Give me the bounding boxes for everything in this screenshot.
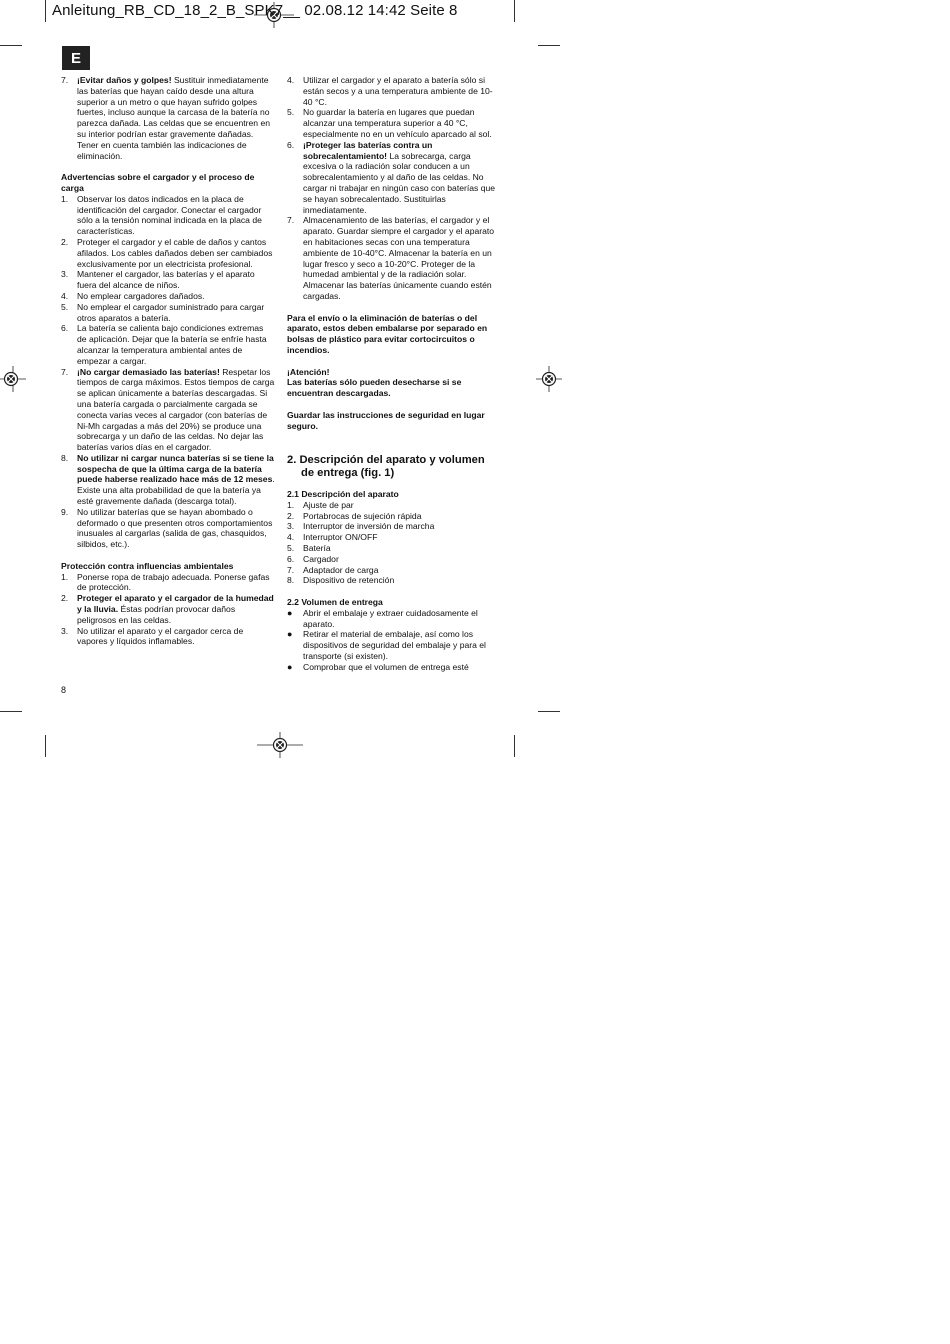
item-text: Ponerse ropa de trabajo adecuada. Ponerse gafas de protección. [77, 571, 270, 593]
item-number: 4. [61, 290, 69, 301]
item-text: Almacenamiento de las baterías, el cargador y el aparato. Guardar siempre el cargador y el aparato en habitaciones secas con una temperatura ambiente de 10-40°C. Almacenar la batería en un lugar fresco y seco a 10-20°C. Proteger de la humedad ambiental y de la radiación solar. Almacenar las baterías únicamente cuando estén cargadas. [303, 215, 495, 301]
item-number: 7. [287, 215, 295, 226]
item-text: Adaptador de carga [303, 564, 379, 575]
list-item [287, 565, 501, 576]
language-badge: E [62, 46, 90, 70]
crop-mark [0, 711, 22, 712]
list-item [287, 662, 501, 673]
item-text: Abrir el embalaje y extraer cuidadosamente el aparato. [303, 607, 478, 629]
list-item [61, 269, 275, 291]
item-text: Batería [303, 543, 331, 554]
item-bold-text: No utilizar ni cargar nunca baterías si se tiene la sospecha de que la última carga de la batería puede haberse realizado hace más de 12 meses [77, 452, 274, 485]
list-item [61, 507, 275, 550]
item-text: Cargador [303, 553, 339, 564]
shipping-note: Para el envío o la eliminación de baterías o del aparato, estos deben embalarse por separado en bolsas de plástico para evitar cortocircuitos o incendios. [287, 312, 488, 355]
item-text: Ajuste de par [303, 499, 354, 510]
item-text: La sobrecarga, carga excesiva o la radiación solar conducen a un sobrecalentamiento y al daño de las celdas. No cargar ni trabajar en ningún caso con baterías que se hayan sobrecalentado. Sustituirlas inmediatamente. [303, 150, 496, 215]
item-text: Comprobar que el volumen de entrega esté [303, 661, 469, 672]
item-number: 7. [287, 564, 295, 575]
item-text: Proteger el cargador y el cable de daños y cantos afilados. Los cables dañados deben ser cambiados exclusivamente por un electricista profesional. [77, 236, 273, 269]
bullet-icon: ● [287, 661, 293, 672]
attention-text: Las baterías sólo pueden desecharse si se encuentran descargadas. [287, 377, 462, 399]
crop-mark [0, 45, 22, 46]
item-number: 1. [61, 193, 69, 204]
section-2-title [287, 454, 501, 480]
list-item [61, 453, 275, 507]
item-text: Interruptor ON/OFF [303, 532, 378, 543]
list-item [61, 593, 275, 625]
bullet-icon: ● [287, 607, 293, 618]
item-bold-text: ¡Proteger las baterías contra un sobrecalentamiento! [303, 139, 433, 161]
item-number: 8. [287, 575, 295, 586]
list-item [287, 608, 501, 630]
list-item [287, 500, 501, 511]
list-item [287, 215, 501, 301]
list-item [61, 367, 275, 453]
environment-list [61, 572, 275, 648]
item-text: No guardar la batería en lugares que puedan alcanzar una temperatura superior a 40 °C, especialmente no en un vehículo aparcado al sol. [303, 107, 492, 139]
item-bold-text: ¡No cargar demasiado las baterías! [77, 366, 220, 377]
crop-mark [538, 45, 560, 46]
item-number: 2. [287, 510, 295, 521]
item-number: 6. [287, 553, 295, 564]
item-text: Portabrocas de sujeción rápida [303, 510, 422, 521]
delivery-list [287, 608, 501, 673]
registration-mark-icon [0, 366, 26, 392]
item-text: Éstas podrían provocar daños peligrosos en las celdas. [77, 604, 236, 625]
list-item [287, 629, 501, 661]
item-text: Mantener el cargador, las baterías y el aparato fuera del alcance de niños. [77, 269, 255, 291]
list-item [61, 323, 275, 366]
page-number: 8 [61, 685, 67, 695]
attention-title: ¡Atención! [287, 366, 330, 377]
item-number: 6. [287, 139, 295, 150]
item-number: 6. [61, 323, 69, 334]
item-number: 3. [287, 521, 295, 532]
item-number: 5. [61, 301, 69, 312]
item-text: No emplear cargadores dañados. [77, 290, 205, 301]
charger-warnings-list [61, 194, 275, 550]
item-text: No utilizar baterías que se hayan abombado o deformado o que presenten otros comportamientos inusuales al cargarlas (salida de gas, chasquidos, silbidos, etc.). [77, 506, 273, 550]
item-number: 3. [61, 625, 69, 636]
bullet-icon: ● [287, 629, 293, 640]
item-number: 4. [287, 75, 295, 85]
item-text: Sustituir inmediatamente las baterías que hayan caído desde una altura superior a un metro o que hayan sufrido golpes fuertes, incluso aunque la carcasa de la batería no parezca dañada. Las celdas que se encuentren en su interior podrían estar gravemente dañadas. Tener en cuenta también las indicaciones de eliminación. [77, 75, 271, 161]
list-item [61, 302, 275, 324]
list-item [61, 572, 275, 594]
item-text: . Existe una alta probabilidad de que la batería ya esté gravemente dañada (descarga total). [77, 474, 275, 507]
list-item [287, 75, 501, 107]
list-item [61, 291, 275, 302]
list-item [287, 532, 501, 543]
item-number: 1. [61, 571, 69, 582]
keep-instructions-note: Guardar las instrucciones de seguridad en lugar seguro. [287, 409, 485, 431]
item-number: 7. [61, 75, 69, 85]
list-item [61, 75, 275, 161]
item-number: 2. [61, 593, 69, 604]
item-number: 3. [61, 269, 69, 280]
list-item [287, 521, 501, 532]
section-heading: Protección contra influencias ambientales [61, 560, 234, 571]
item-text: No emplear el cargador suministrado para cargar otros aparatos a batería. [77, 301, 265, 323]
item-text: Retirar el material de embalaje, así como los dispositivos de seguridad del embalaje y para el transporte (si existen). [303, 629, 486, 662]
crop-mark [45, 735, 46, 757]
list-item [61, 626, 275, 648]
item-text: La batería se calienta bajo condiciones extremas de aplicación. Dejar que la batería se enfríe hasta alcanzar la temperatura ambiental antes de empezar a cargar. [77, 323, 267, 366]
list-item [61, 194, 275, 237]
section-heading: Advertencias sobre el cargador y el proceso de carga [61, 172, 255, 193]
item-number: 8. [61, 452, 69, 463]
item-text: No utilizar el aparato y el cargador cerca de vapores y líquidos inflamables. [77, 625, 244, 647]
item-text: Observar los datos indicados en la placa de identificación del cargador. Conectar el cargador sólo a la tensión nominal indicada en la placa de características. [77, 193, 262, 237]
item-bold-text: ¡Evitar daños y golpes! [77, 75, 172, 85]
list-item [287, 140, 501, 216]
item-text: Utilizar el cargador y el aparato a batería sólo si están secos y a una temperatura ambiente de 10-40 °C. [303, 75, 493, 107]
registration-mark-icon [257, 732, 303, 758]
crop-mark [538, 711, 560, 712]
crop-mark [514, 735, 515, 757]
item-number: 2. [61, 236, 69, 247]
item-number: 5. [287, 543, 295, 554]
list-item [287, 107, 501, 139]
list-item [287, 554, 501, 565]
subsection-heading: 2.1 Descripción del aparato [287, 489, 399, 500]
list-item [287, 543, 501, 554]
item-text: Respetar los tiempos de carga máximos. Estos tiempos de carga se aplican únicamente a baterías descargadas. Si una batería cargada o parcialmente cargada se conecta varias veces al cargador (con baterías de Ni-Mh cargadas a más del 20%) se produce una sobrecarga y un daño de las celdas. No dejar las baterías varios días en el cargador. [77, 366, 275, 453]
registration-mark-icon [536, 366, 562, 392]
item-number: 4. [287, 532, 295, 543]
right-column [287, 75, 501, 673]
item-text: Dispositivo de retención [303, 575, 395, 586]
left-column [61, 75, 275, 647]
subsection-heading: 2.2 Volumen de entrega [287, 597, 383, 608]
print-slug: Anleitung_RB_CD_18_2_B_SPK7__ 02.08.12 14:42 Seite 8 [52, 2, 458, 19]
item-number: 1. [287, 499, 295, 510]
crop-mark [514, 0, 515, 22]
item-bold-text: Proteger el aparato y el cargador de la humedad y la lluvia. [77, 593, 274, 615]
section-2-title-line1: 2. Descripción del aparato y volumen [287, 454, 485, 467]
list-item [61, 237, 275, 269]
item-number: 5. [287, 107, 295, 118]
section-2-title-line2: de entrega (fig. 1) [301, 467, 395, 480]
crop-mark [45, 0, 46, 22]
list-item [287, 575, 501, 586]
device-parts-list [287, 500, 501, 586]
item-text: Interruptor de inversión de marcha [303, 521, 435, 532]
item-number: 9. [61, 506, 69, 517]
environment-list-continued [287, 75, 501, 302]
list-item [287, 511, 501, 522]
item-number: 7. [61, 366, 69, 377]
